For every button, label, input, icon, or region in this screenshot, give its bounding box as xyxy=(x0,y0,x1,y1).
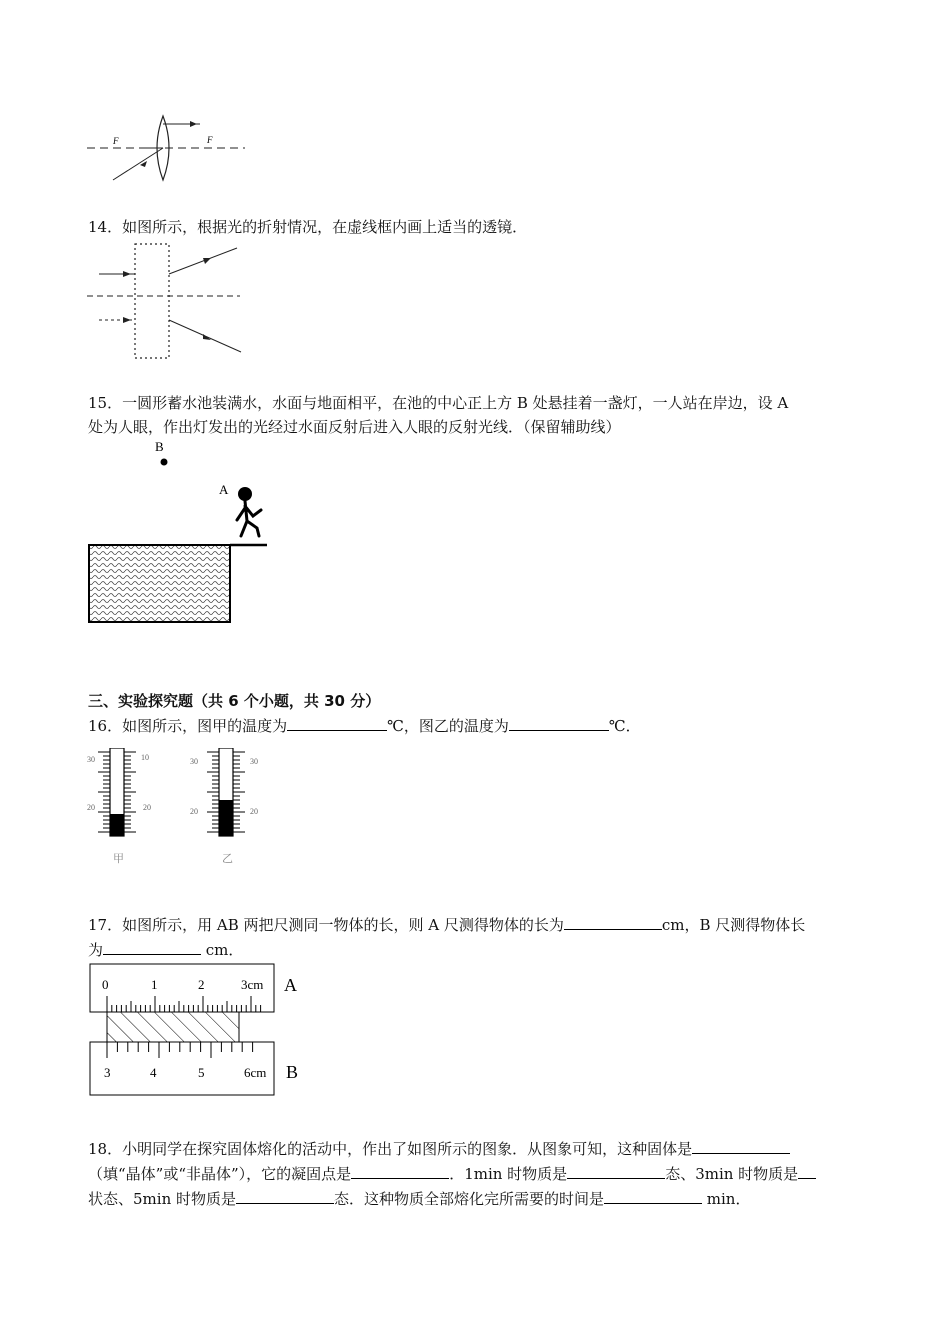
water-pool-figure xyxy=(85,436,285,628)
question-17-part-4: cm． xyxy=(201,941,244,959)
thermo-yi-caption: 乙 xyxy=(222,853,233,865)
ruler-a-tick-3: 3cm xyxy=(241,977,264,992)
answer-blank-18b[interactable] xyxy=(351,1162,449,1179)
convex-lens-figure xyxy=(85,112,250,187)
ruler-b-label: B xyxy=(286,1062,299,1082)
thermo-jia-top-left: 30 xyxy=(87,755,95,764)
lamp-point-b xyxy=(161,459,168,466)
question-16-part-1: 16．如图所示，图甲的温度为 xyxy=(88,717,288,735)
question-17-line-2 xyxy=(88,938,243,962)
thermo-jia-caption: 甲 xyxy=(113,853,124,865)
rulers-figure xyxy=(85,960,315,1100)
thermo-jia-top-right: 10 xyxy=(141,753,149,762)
question-18-line-1-text: 18．小明同学在探究固体熔化的活动中，作出了如图所示的图象．从图象可知，这种固体是 xyxy=(88,1140,693,1158)
thermo-jia-bottom-left: 20 xyxy=(87,803,95,812)
thermometer-yi xyxy=(188,748,268,868)
answer-blank-18e[interactable] xyxy=(236,1187,334,1204)
question-17-part-3: 为 xyxy=(88,941,104,959)
answer-blank-18f[interactable] xyxy=(604,1187,702,1204)
ruler-b-tick-5: 5 xyxy=(198,1065,205,1080)
question-18-line-3b: 态．这种物质全部熔化完所需要的时间是 xyxy=(334,1190,605,1208)
ruler-a-tick-2: 2 xyxy=(198,977,205,992)
question-18-line-3c: min． xyxy=(702,1190,751,1208)
question-18-line-2 xyxy=(88,1162,816,1186)
answer-blank-18d[interactable] xyxy=(798,1162,816,1179)
focus-label-right: F xyxy=(207,135,213,145)
ruler-a-tick-0: 0 xyxy=(102,977,109,992)
question-14: 14．如图所示，根据光的折射情况，在虚线框内画上适当的透镜． xyxy=(88,218,528,236)
ruler-b-tick-3: 3 xyxy=(104,1065,111,1080)
question-18-line-2b: ．1min 时物质是 xyxy=(449,1165,568,1183)
question-17-part-2: cm，B 尺测得物体长 xyxy=(661,916,806,934)
question-18-line-2c: 态、3min 时物质是 xyxy=(665,1165,799,1183)
ruler-b-tick-4: 4 xyxy=(150,1065,157,1080)
focus-label-left: F xyxy=(113,136,119,146)
answer-blank-17a[interactable] xyxy=(564,913,662,930)
thermometer-jia xyxy=(85,748,160,868)
person-head xyxy=(238,487,252,501)
thermo-jia-bottom-right: 20 xyxy=(143,803,151,812)
question-15-line-1: 15．一圆形蓄水池装满水，水面与地面相平，在池的中心正上方 B 处悬挂着一盏灯，一人站在岸边，设 A xyxy=(88,394,789,412)
measured-object xyxy=(107,1012,239,1042)
thermo-yi-bottom-right: 20 xyxy=(250,807,258,816)
question-17-part-1: 17．如图所示，用 AB 两把尺测同一物体的长，则 A 尺测得物体的长为 xyxy=(88,916,564,934)
thermo-yi-top-left: 30 xyxy=(190,757,198,766)
question-18-line-2a: （填“晶体”或“非晶体”），它的凝固点是 xyxy=(88,1165,352,1183)
question-16 xyxy=(88,714,641,738)
ruler-a-tick-1: 1 xyxy=(151,977,158,992)
question-16-part-3: ℃． xyxy=(608,717,641,735)
person-body-icon xyxy=(237,501,261,536)
question-18-line-1 xyxy=(88,1137,790,1161)
question-16-part-2: ℃，图乙的温度为 xyxy=(387,717,509,735)
answer-blank-17b[interactable] xyxy=(103,938,201,955)
question-18-line-3 xyxy=(88,1187,750,1211)
point-a-label: A xyxy=(219,482,229,497)
ruler-b-tick-6: 6cm xyxy=(244,1065,267,1080)
answer-blank-16b[interactable] xyxy=(509,714,609,731)
answer-blank-18c[interactable] xyxy=(567,1162,665,1179)
answer-blank-18a[interactable] xyxy=(692,1137,790,1154)
point-b-label: B xyxy=(155,439,164,454)
thermo-yi-top-right: 30 xyxy=(250,757,258,766)
question-17-line-1 xyxy=(88,913,805,937)
ruler-a-label: A xyxy=(284,975,297,995)
thermo-yi-bottom-left: 20 xyxy=(190,807,198,816)
question-18-line-3a: 状态、5min 时物质是 xyxy=(88,1190,236,1208)
section-3-title: 三、实验探究题（共 6 个小题，共 30 分） xyxy=(88,692,381,710)
answer-blank-16a[interactable] xyxy=(287,714,387,731)
lens-box-figure xyxy=(85,240,245,360)
question-15-line-2: 处为人眼，作出灯发出的光经过水面反射后进入人眼的反射光线．（保留辅助线） xyxy=(88,418,621,436)
